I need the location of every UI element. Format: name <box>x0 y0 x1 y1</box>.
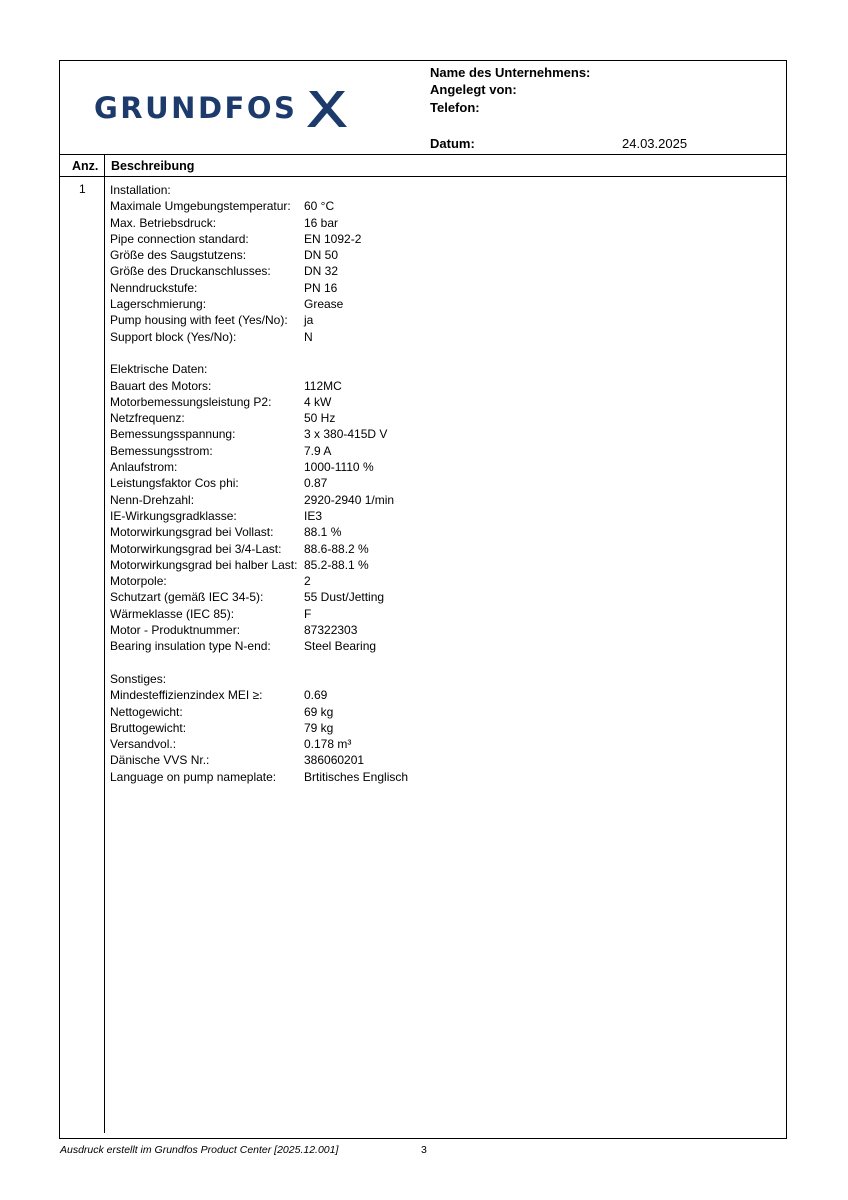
spec-row <box>110 573 408 589</box>
spec-value: 1000-1110 % <box>304 460 374 475</box>
spec-value: 4 kW <box>304 394 332 409</box>
spec-value: Brtitisches Englisch <box>304 769 409 784</box>
spec-value: 79 kg <box>304 720 334 735</box>
spec-row <box>110 296 408 312</box>
spec-label: Bauart des Motors: <box>110 378 212 393</box>
spec-value: PN 16 <box>304 280 338 295</box>
spec-row <box>110 459 408 475</box>
spec-value: 50 Hz <box>304 411 336 426</box>
spec-row <box>110 638 408 654</box>
spec-label: Motorwirkungsgrad bei halber Last: <box>110 557 298 572</box>
spec-value: 55 Dust/Jetting <box>304 590 385 605</box>
created-by-label: Angelegt von: <box>430 82 517 97</box>
phone-label: Telefon: <box>430 100 480 115</box>
spec-row <box>110 280 408 296</box>
spec-row <box>110 475 408 491</box>
spec-row <box>110 312 408 328</box>
spec-value: 2 <box>304 574 311 589</box>
spec-value: 0.178 m³ <box>304 737 352 752</box>
spec-row <box>110 492 408 508</box>
description-column-header: Beschreibung <box>111 159 195 173</box>
spec-label: Netzfrequenz: <box>110 411 185 426</box>
spec-value: F <box>304 606 312 621</box>
spec-label: Pipe connection standard: <box>110 231 249 246</box>
spec-label: Mindesteffizienzindex MEI ≥: <box>110 688 263 703</box>
spec-row <box>110 329 408 345</box>
spec-row <box>110 589 408 605</box>
spec-row <box>110 622 408 638</box>
spec-label: Nenndruckstufe: <box>110 280 198 295</box>
grundfos-logo <box>94 87 351 129</box>
spec-value: N <box>304 329 313 344</box>
spec-value: 0.69 <box>304 688 328 703</box>
spec-row <box>110 557 408 573</box>
spec-value: 88.6-88.2 % <box>304 541 369 556</box>
spec-label: IE-Wirkungsgradklasse: <box>110 508 237 523</box>
spec-label: Motor - Produktnummer: <box>110 623 241 638</box>
spec-label: Motorwirkungsgrad bei Vollast: <box>110 525 274 540</box>
spec-value: 60 °C <box>304 199 335 214</box>
spec-row <box>110 687 408 703</box>
spec-value: Steel Bearing <box>304 639 377 654</box>
spec-label: Bemessungsstrom: <box>110 443 213 458</box>
section-title: Elektrische Daten: <box>110 362 208 377</box>
spec-label: Bearing insulation type N-end: <box>110 639 271 654</box>
spec-label: Motorwirkungsgrad bei 3/4-Last: <box>110 541 282 556</box>
date-value: 24.03.2025 <box>622 136 688 151</box>
spec-label: Größe des Druckanschlusses: <box>110 264 271 279</box>
spec-label: Leistungsfaktor Cos phi: <box>110 476 239 491</box>
spec-label: Motorpole: <box>110 574 167 589</box>
page-number: 3 <box>421 1144 427 1156</box>
spec-row <box>110 606 408 622</box>
spec-row <box>110 263 408 279</box>
spec-label: Nettogewicht: <box>110 704 183 719</box>
spec-row <box>110 443 408 459</box>
spec-value: 88.1 % <box>304 525 342 540</box>
spec-row <box>110 524 408 540</box>
spec-row <box>110 394 408 410</box>
spec-value: 386060201 <box>304 753 365 768</box>
section-gap <box>110 345 408 361</box>
spec-value: 0.87 <box>304 476 328 491</box>
qty-column-header: Anz. <box>72 159 99 173</box>
spec-label: Motorbemessungsleistung P2: <box>110 394 272 409</box>
spec-value: 85.2-88.1 % <box>304 557 369 572</box>
spec-label: Language on pump nameplate: <box>110 769 277 784</box>
spec-value: IE3 <box>304 508 323 523</box>
spec-row <box>110 720 408 736</box>
spec-label: Versandvol.: <box>110 737 177 752</box>
column-header-divider <box>60 176 786 177</box>
spec-label: Wärmeklasse (IEC 85): <box>110 606 235 621</box>
spec-value: DN 32 <box>304 264 339 279</box>
spec-row <box>110 704 408 720</box>
spec-value: 69 kg <box>304 704 334 719</box>
column-separator <box>104 155 105 1133</box>
spec-row <box>110 378 408 394</box>
spec-label: Bemessungsspannung: <box>110 427 236 442</box>
spec-value: EN 1092-2 <box>304 231 362 246</box>
item-quantity: 1 <box>79 182 86 196</box>
spec-row <box>110 215 408 231</box>
spec-row <box>110 426 408 442</box>
spec-row <box>110 247 408 263</box>
section-title: Sonstiges: <box>110 671 167 686</box>
spec-row <box>110 231 408 247</box>
document-frame <box>59 60 787 1139</box>
section-gap <box>110 655 408 671</box>
spec-label: Pump housing with feet (Yes/No): <box>110 313 288 328</box>
date-label: Datum: <box>430 136 475 151</box>
spec-row <box>110 736 408 752</box>
section-title: Installation: <box>110 183 171 197</box>
spec-row <box>110 541 408 557</box>
header-divider <box>60 154 786 155</box>
spec-value: 16 bar <box>304 215 339 230</box>
spec-label: Maximale Umgebungstemperatur: <box>110 199 291 214</box>
spec-row <box>110 198 408 214</box>
brand-wordmark: GRUNDFOS <box>94 91 298 125</box>
spec-row <box>110 769 408 785</box>
spec-label: Lagerschmierung: <box>110 297 207 312</box>
spec-label: Support block (Yes/No): <box>110 329 237 344</box>
spec-label: Nenn-Drehzahl: <box>110 492 195 507</box>
spec-label: Größe des Saugstutzens: <box>110 248 247 263</box>
grundfos-x-icon <box>303 87 351 129</box>
item-description <box>110 182 408 785</box>
company-label: Name des Unternehmens: <box>430 65 591 80</box>
footer-note: Ausdruck erstellt im Grundfos Product Center [2025.12.001] <box>60 1144 339 1156</box>
spec-value: ja <box>304 313 314 328</box>
spec-value: 2920-2940 1/min <box>304 492 395 507</box>
spec-label: Max. Betriebsdruck: <box>110 215 217 230</box>
spec-value: 112MC <box>304 378 342 393</box>
spec-value: DN 50 <box>304 248 339 263</box>
spec-row <box>110 752 408 768</box>
spec-value: 3 x 380-415D V <box>304 427 388 442</box>
spec-row <box>110 410 408 426</box>
spec-row <box>110 508 408 524</box>
spec-value: 7.9 A <box>304 443 332 458</box>
spec-label: Bruttogewicht: <box>110 720 187 735</box>
spec-label: Dänische VVS Nr.: <box>110 753 210 768</box>
spec-value: 87322303 <box>304 623 358 638</box>
spec-label: Schutzart (gemäß IEC 34-5): <box>110 590 264 605</box>
spec-label: Anlaufstrom: <box>110 460 178 475</box>
spec-value: Grease <box>304 297 344 312</box>
